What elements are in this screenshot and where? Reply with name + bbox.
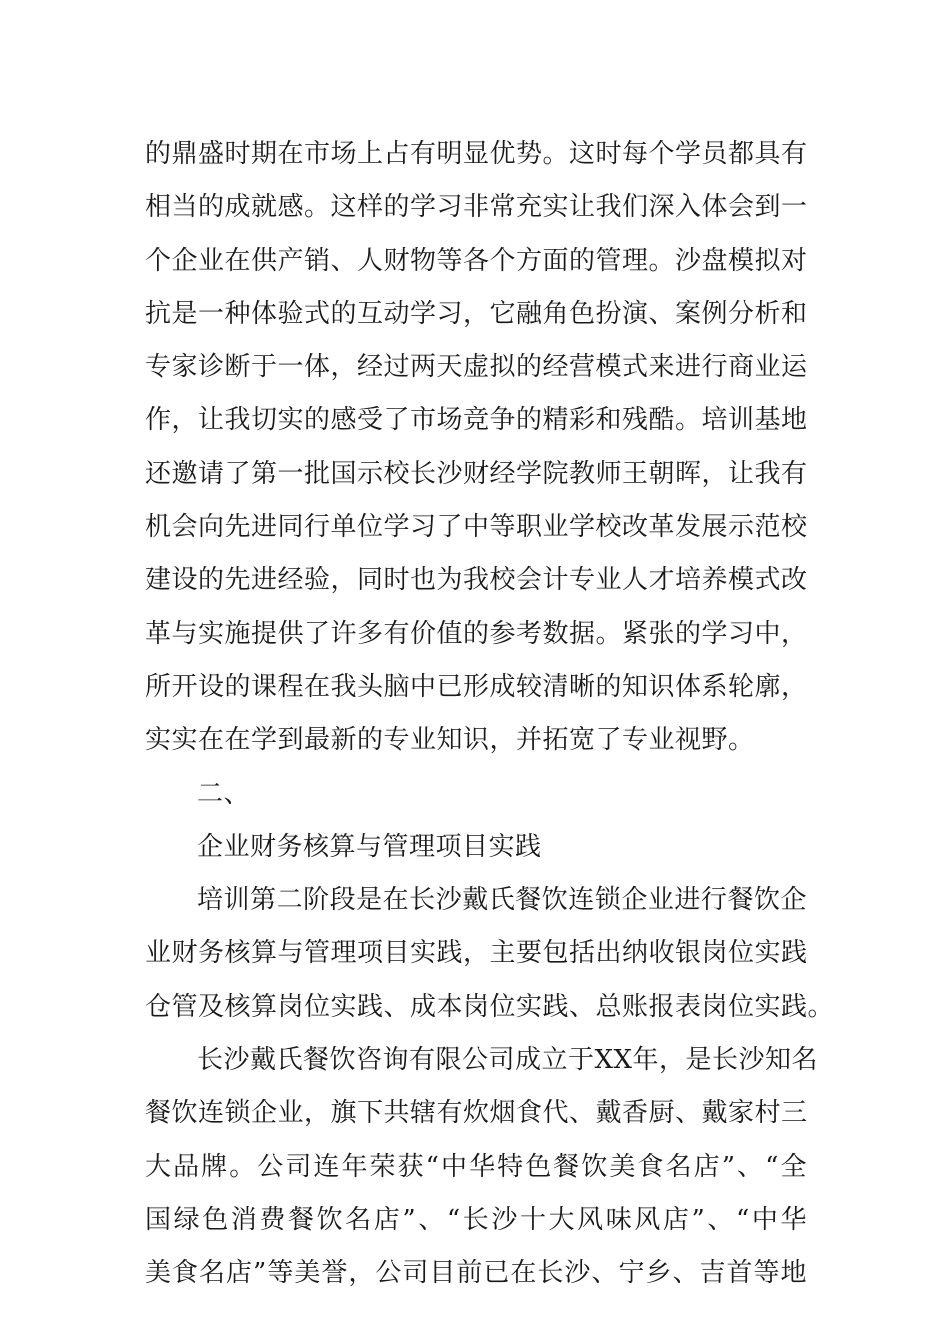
section-heading: 企业财务核算与管理项目实践	[197, 831, 542, 862]
text-line: 长沙戴氏餐饮咨询有限公司成立于XX年，是长沙知名	[197, 1045, 819, 1076]
paragraph-company-intro	[145, 1034, 819, 1300]
text-line: 所开设的课程在我头脑中已形成较清晰的知识体系轮廓，	[145, 671, 808, 702]
section-number: 二、	[197, 778, 251, 809]
text-line: 业财务核算与管理项目实践，主要包括出纳收银岗位实践	[145, 938, 808, 969]
paragraph-training-stage-two	[145, 874, 835, 1034]
text-line: 还邀请了第一批国示校长沙财经学院教师王朝晖，让我有	[145, 458, 808, 489]
text-line: 仓管及核算岗位实践、成本岗位实践、总账报表岗位实践。	[145, 991, 835, 1022]
text-line: 实实在在学到最新的专业知识，并拓宽了专业视野。	[145, 725, 755, 756]
text-line: 专家诊断于一体，经过两天虚拟的经营模式来进行商业运	[145, 352, 808, 383]
text-line: 大品牌。公司连年荣获“中华特色餐饮美食名店”、“全	[145, 1151, 807, 1182]
document-page	[145, 128, 835, 1301]
text-line: 革与实施提供了许多有价值的参考数据。紧张的学习中，	[145, 618, 808, 649]
text-line: 作，让我切实的感受了市场竞争的精彩和残酷。培训基地	[145, 405, 808, 436]
text-line: 餐饮连锁企业，旗下共辖有炊烟食代、戴香厨、戴家村三	[145, 1098, 808, 1129]
text-line: 个企业在供产销、人财物等各个方面的管理。沙盘模拟对	[145, 245, 808, 276]
text-line: 相当的成就感。这样的学习非常充实让我们深入体会到一	[145, 192, 808, 223]
text-line: 机会向先进同行单位学习了中等职业学校改革发展示范校	[145, 512, 808, 543]
text-line: 的鼎盛时期在市场上占有明显优势。这时每个学员都具有	[145, 139, 808, 169]
text-line: 抗是一种体验式的互动学习，它融角色扮演、案例分析和	[145, 298, 808, 329]
text-line: 培训第二阶段是在长沙戴氏餐饮连锁企业进行餐饮企	[197, 885, 807, 916]
text-line: 国绿色消费餐饮名店”、“长沙十大风味风店”、“中华	[145, 1204, 807, 1235]
paragraph-continuation	[145, 128, 807, 768]
text-line: 建设的先进经验，同时也为我校会计专业人才培养模式改	[145, 565, 808, 596]
text-line: 美食名店”等美誉，公司目前已在长沙、宁乡、吉首等地	[145, 1258, 807, 1289]
